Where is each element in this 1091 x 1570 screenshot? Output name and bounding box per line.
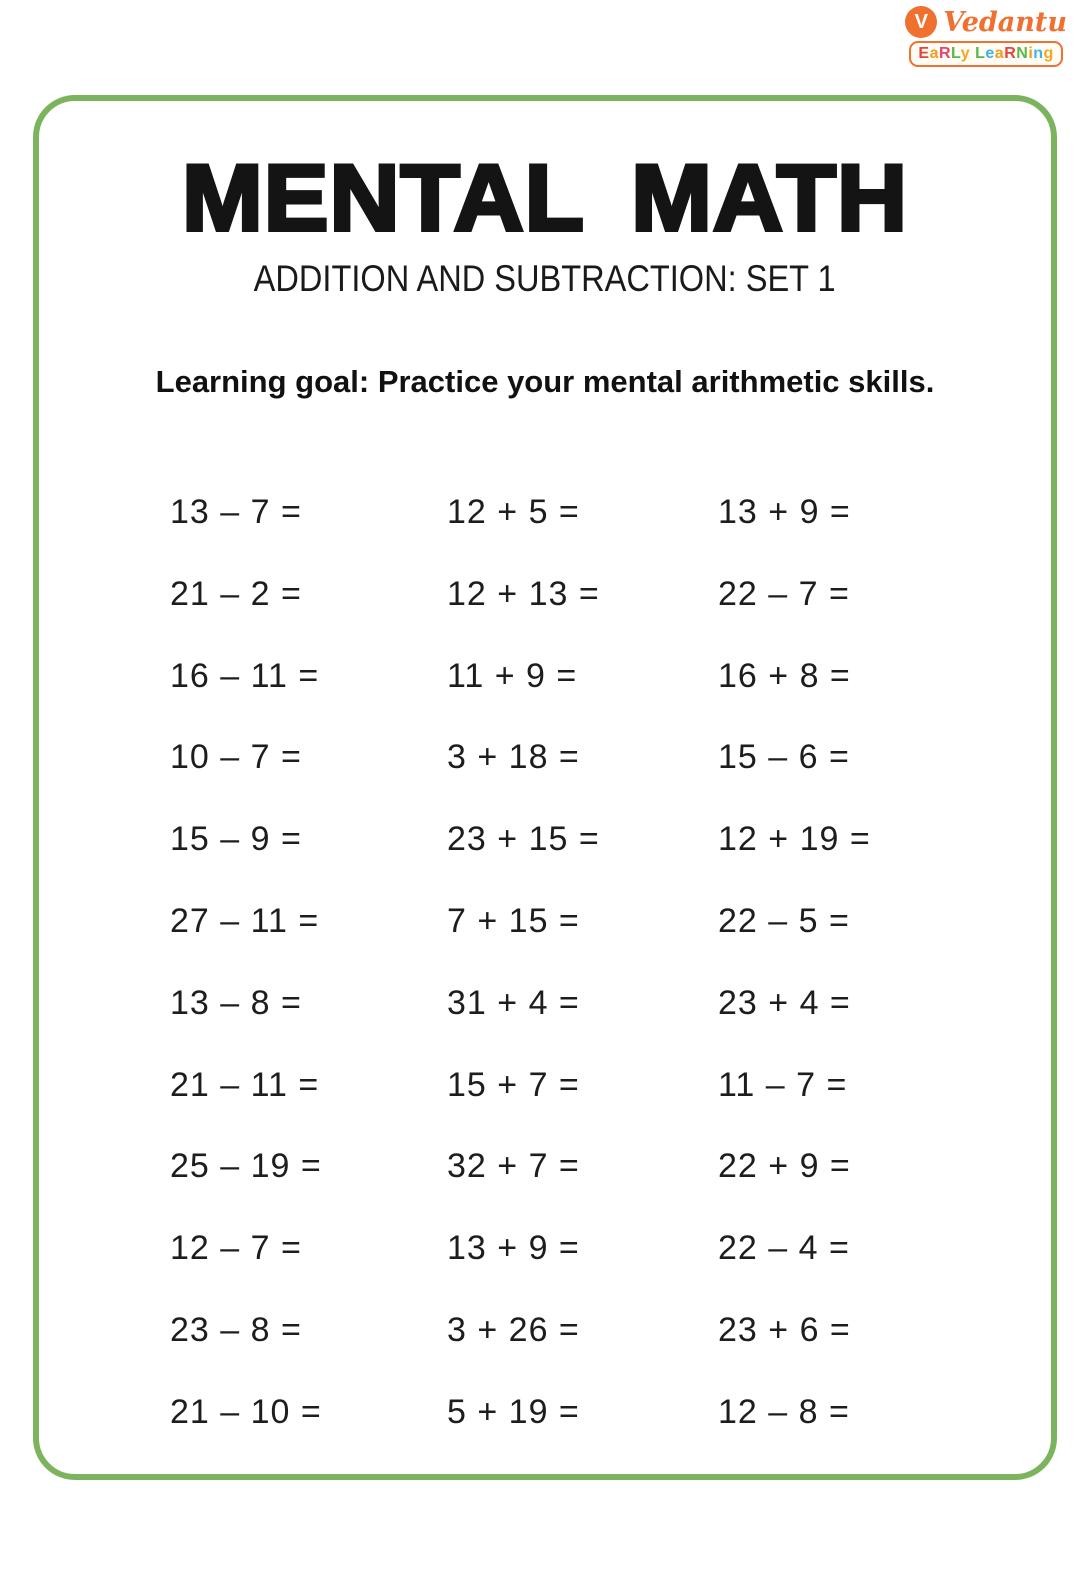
badge-letter: a [929,45,939,62]
badge-letter: e [985,45,995,62]
problem-cell: 12 + 19 = [718,820,871,859]
badge-letter: R [938,45,952,62]
problem-cell: 22 – 5 = [718,901,850,940]
page-title: MENTAL MATH [181,144,909,251]
badge-letter: g [1043,45,1054,62]
problem-cell: 27 – 11 = [170,901,320,940]
problem-cell: 23 + 4 = [718,983,851,1022]
problem-cell: 21 – 11 = [170,1065,320,1104]
problem-cell: 3 + 26 = [447,1310,580,1349]
problem-cell: 21 – 10 = [170,1392,322,1431]
problem-cell: 5 + 19 = [447,1392,580,1431]
early-learning-badge [909,41,1062,67]
problem-cell: 23 + 15 = [447,820,600,859]
problem-cell: 12 + 5 = [447,493,580,531]
badge-letter: n [1033,45,1044,62]
problem-cell: 22 + 9 = [718,1147,851,1186]
problem-cell: 13 – 8 = [170,983,302,1022]
problem-cell: 22 – 7 = [718,574,850,613]
problem-cell: 11 – 7 = [718,1065,848,1104]
problem-cell: 3 + 18 = [447,738,580,777]
problem-cell: 11 + 9 = [447,656,578,695]
problem-cell: 15 – 6 = [718,738,850,777]
vedantu-logo [905,6,1067,67]
problem-cell: 12 – 7 = [170,1229,302,1268]
v-glyph: V [914,11,928,33]
problem-cell: 31 + 4 = [447,983,580,1022]
problems-grid [170,495,1018,1477]
badge-letter: L [975,45,986,62]
problem-cell: 7 + 15 = [447,901,580,940]
badge-letter: y [960,45,971,62]
page-subtitle: ADDITION AND SUBTRACTION: SET 1 [254,258,836,299]
problem-cell: 25 – 19 = [170,1147,322,1186]
problem-cell: 12 + 13 = [447,574,600,613]
problem-cell: 21 – 2 = [170,574,302,613]
problem-cell: 23 – 8 = [170,1310,302,1349]
problem-cell: 32 + 7 = [447,1147,580,1186]
vedantu-logo-row [905,6,1067,38]
vedantu-v-icon [905,6,937,38]
problem-cell: 23 + 6 = [718,1310,851,1349]
learning-goal: Learning goal: Practice your mental arithmetic skills. [155,364,935,399]
badge-letter: R [1004,45,1017,62]
badge-letter: E [918,45,930,62]
problem-cell: 16 + 8 = [718,656,851,695]
problem-cell: 15 + 7 = [447,1065,580,1104]
problem-cell: 13 + 9 = [718,493,851,531]
problem-cell: 15 – 9 = [170,820,302,859]
badge-letter: i [1028,45,1034,62]
problem-cell: 16 – 11 = [170,656,320,695]
badge-letter: L [951,45,961,62]
vedantu-brand-text: Vedantu [943,6,1067,38]
problem-cell: 22 – 4 = [718,1229,850,1268]
page-subtitle-wrap [39,260,1051,297]
worksheet-frame [33,95,1057,1480]
badge-letter: N [1016,45,1029,62]
problem-cell: 10 – 7 = [170,738,302,777]
problem-cell: 13 – 7 = [170,493,302,531]
problem-cell: 12 – 8 = [718,1392,850,1431]
problem-cell: 13 + 9 = [447,1229,580,1268]
badge-letter: a [994,45,1005,62]
